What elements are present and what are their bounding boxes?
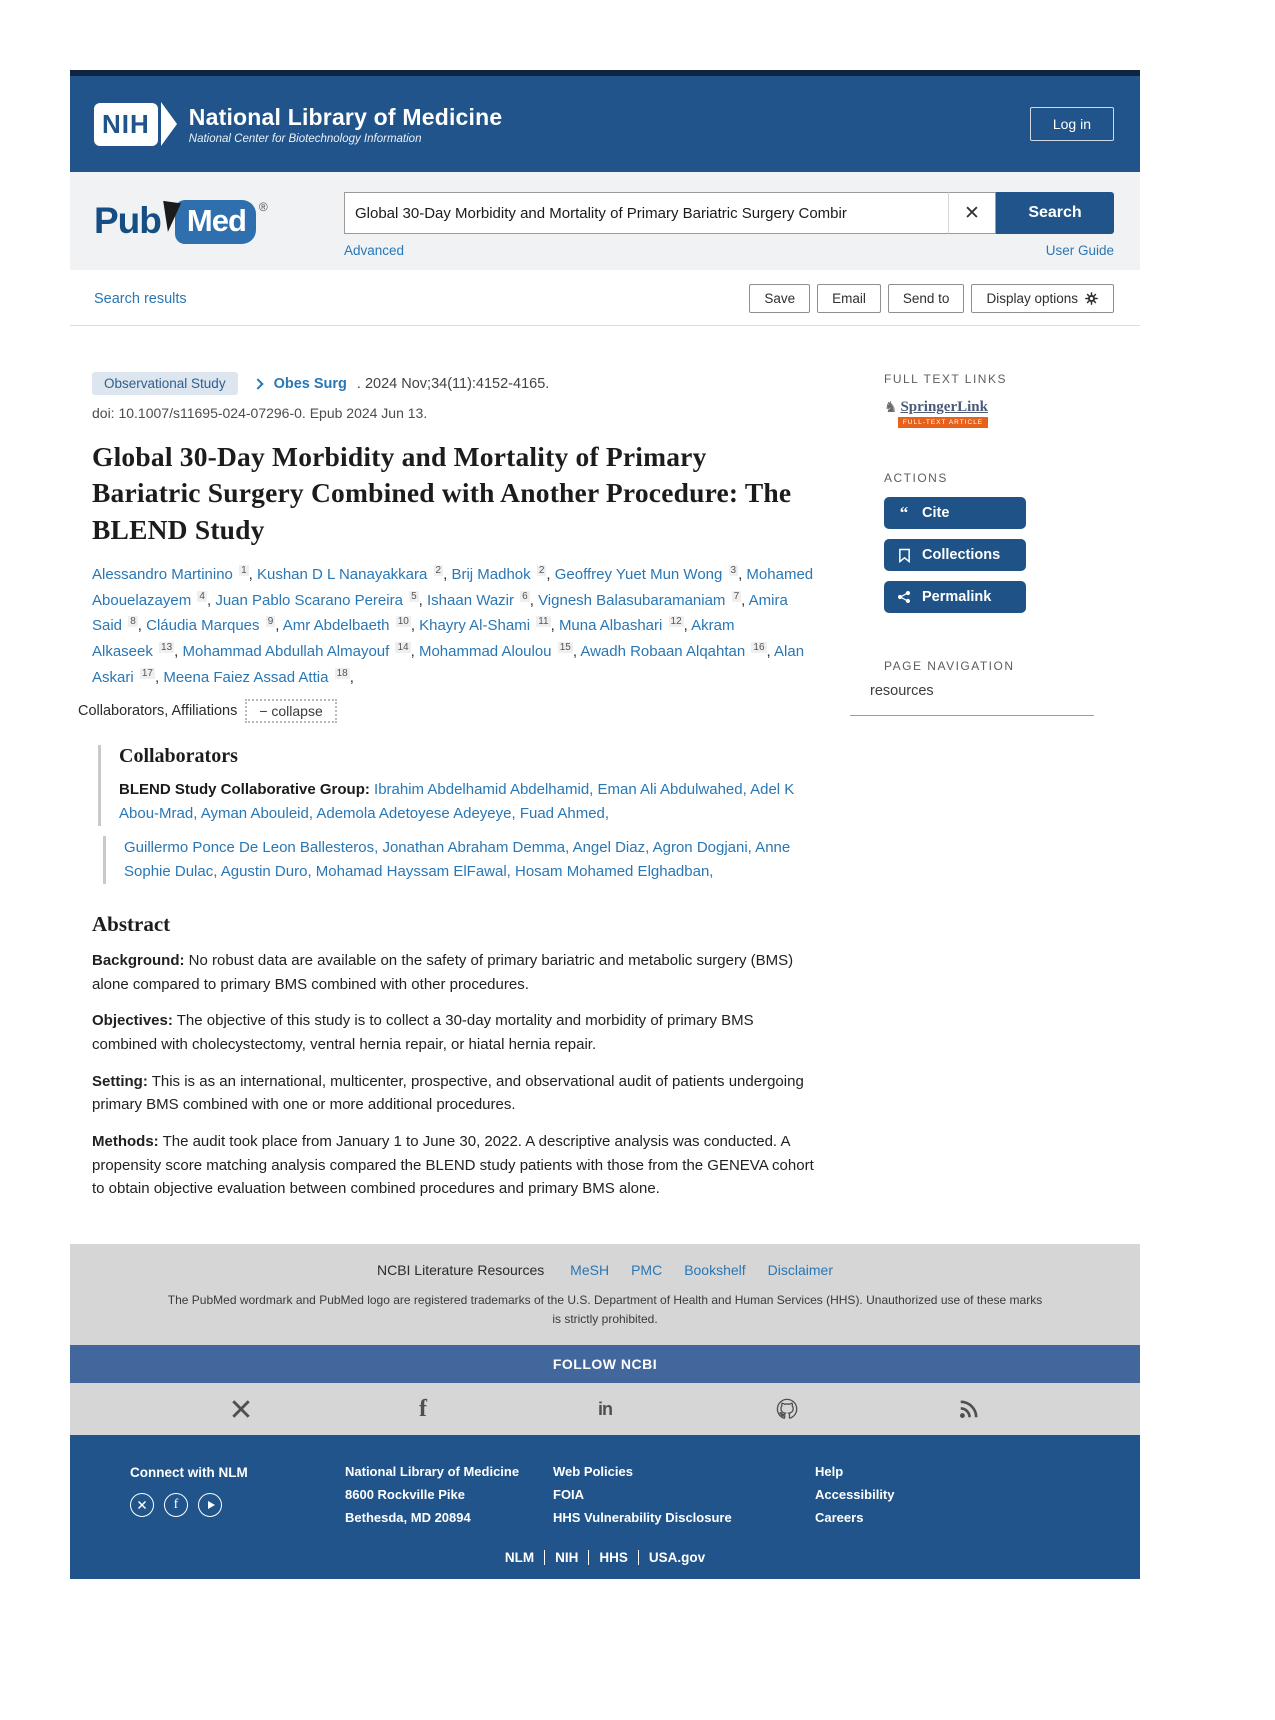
agency-link[interactable]: NLM <box>504 1549 535 1565</box>
abstract-paragraph-label: Methods: <box>92 1133 159 1150</box>
quote-icon: “ <box>899 503 909 523</box>
footer-link[interactable]: Web Policies <box>553 1464 633 1480</box>
search-section <box>70 172 1140 270</box>
meta-links-label[interactable]: Collaborators, Affiliations <box>78 702 238 719</box>
collab-group-separator: : <box>364 780 375 798</box>
affiliation-number: 9 <box>267 616 274 628</box>
author-link[interactable]: Muna Albashari <box>558 617 663 635</box>
springer-horse-icon: ♞ <box>884 399 898 416</box>
cite-button[interactable] <box>884 497 1026 529</box>
follow-ncbi-band: FOLLOW NCBI <box>70 1345 1140 1383</box>
authors-list: Alessandro Martinino $^1$ , Kushan D L Nanayakkara $^2$ , Brij Madhok $^2$ , Geoffrey Yuet Mun Wong $^3$ , Mohamed Abouelazayem $^4$ , Juan Pablo Scarano Pereira $^5$ , Ishaan Wazir $^6$ , Vignesh Balasubaramaniam $^7$ , Amira Said $^8$ , Cláudia Marques $^9$ , Amr Abdelbaeth $^{10}$ , Khayry Al-Shami $^{11}$ , Muna Albashari $^{12}$ , Akram Alkaseek $^{13}$ , Mohammad Abdullah Almayouf $^{14}$ , Mohammad Aloulou $^{15}$ , Awadh Robaan Alqahtan $^{16}$ , Alan Askari $^{17}$ , Meena Faiez Assad Attia $^{18}$ , <box>92 564 814 687</box>
literature-link[interactable]: PMC <box>631 1262 663 1279</box>
affiliation-number: 10 <box>397 616 409 628</box>
affiliation-number: 11 <box>538 616 549 628</box>
footer-agency-links <box>130 1550 1080 1565</box>
linkedin-icon[interactable]: in <box>598 1398 612 1419</box>
affiliation-number: 18 <box>336 668 348 680</box>
ncbi-subtitle: National Center for Biotechnology Information <box>188 132 422 145</box>
pubmed-logo[interactable] <box>94 200 344 244</box>
rss-icon[interactable] <box>956 1396 982 1422</box>
footer-dark-band <box>70 1435 1140 1578</box>
footer-link[interactable]: Accessibility <box>815 1487 895 1503</box>
abstract-heading: Abstract <box>92 911 171 936</box>
connect-with-nlm-label: Connect with NLM <box>130 1465 248 1481</box>
collapse-button[interactable]: − collapse <box>245 699 336 723</box>
abstract-paragraph-label: Setting: <box>92 1072 148 1090</box>
affiliation-number: 16 <box>753 642 765 654</box>
footer <box>70 1244 1140 1579</box>
collaborators-section <box>98 745 822 884</box>
affiliation-number: 13 <box>161 642 173 654</box>
resources-nav-item[interactable]: resources <box>870 683 934 699</box>
share-icon <box>896 590 912 604</box>
collaborators-heading: Collaborators <box>119 744 238 767</box>
permalink-button[interactable] <box>884 581 1026 613</box>
collaborator-names[interactable]: Guillermo Ponce De Leon Ballesteros, Jonathan Abraham Demma, Angel Diaz, Agron Dogjani, Anne Sophie Dulac, Agustin Duro, Mohamad Hayssam ElFawal, Hosam Mohamed Elghadban, <box>124 838 791 880</box>
affiliation-number: 8 <box>130 616 136 628</box>
article-title: Global 30-Day Morbidity and Mortality of Primary Bariatric Surgery Combined with Another Procedure: The BLEND Study <box>92 441 792 545</box>
agency-link[interactable]: NIH <box>555 1549 579 1565</box>
registered-mark: ® <box>258 200 268 214</box>
abstract-paragraph: Methods: The audit took place from January 1 to June 30, 2022. A descriptive analysis was conducted. A propensity score matching analysis compared the BLEND study patients with those from the GENEVA cohort to obtain objective evaluation between combined procedures and primary BMS alone. <box>92 1133 814 1198</box>
author-link[interactable]: Alessandro Martinino <box>92 565 233 583</box>
display-options-label: Display options <box>986 291 1078 306</box>
footer-help-column <box>815 1461 975 1529</box>
sidebar <box>870 372 1094 1214</box>
literature-resources-label: NCBI Literature Resources <box>376 1262 545 1279</box>
advanced-link[interactable]: Advanced <box>344 243 405 258</box>
author-link[interactable]: Juan Pablo Scarano Pereira <box>215 591 403 609</box>
affiliation-number: 4 <box>199 590 205 602</box>
author-link[interactable]: Awadh Robaan Alqahtan <box>580 643 746 661</box>
affiliation-number: 17 <box>141 668 153 680</box>
author-link[interactable]: Kushan D L Nanayakkara <box>256 565 428 583</box>
actions-label: ACTIONS <box>884 471 948 485</box>
nlm-title: National Library of Medicine <box>188 103 503 130</box>
user-guide-link[interactable]: User Guide <box>1045 243 1114 258</box>
footer-link[interactable]: HHS Vulnerability Disclosure <box>553 1509 732 1525</box>
footer-link[interactable]: 8600 Rockville Pike <box>345 1487 465 1503</box>
full-text-links-label: FULL TEXT LINKS <box>884 372 1007 386</box>
cite-label: Cite <box>922 505 950 521</box>
clear-search-button[interactable]: ✕ <box>948 192 996 234</box>
author-link[interactable]: Mohammad Abdullah Almayouf <box>182 643 390 661</box>
github-icon[interactable] <box>774 1396 800 1422</box>
affiliation-number: 2 <box>435 564 442 576</box>
nih-header <box>70 76 1140 172</box>
author-link[interactable]: Brij Madhok <box>451 565 531 583</box>
literature-link[interactable]: Bookshelf <box>684 1262 746 1279</box>
collab-group-label: BLEND Study Collaborative Group <box>119 780 365 798</box>
abstract-paragraph-label: Background: <box>92 951 185 969</box>
footer-nlm-column <box>345 1461 553 1529</box>
page-navigation <box>850 659 1094 716</box>
facebook-icon[interactable]: f <box>164 1493 188 1517</box>
nlm-logo[interactable] <box>94 102 502 146</box>
gear-icon <box>1084 291 1099 306</box>
save-button[interactable]: Save <box>749 284 810 313</box>
footer-link[interactable]: Careers <box>815 1509 864 1525</box>
author-link[interactable]: Khayry Al-Shami <box>419 617 531 635</box>
permalink-label: Permalink <box>922 589 992 605</box>
author-link[interactable]: Geoffrey Yuet Mun Wong <box>554 565 723 583</box>
author-link[interactable]: Mohammad Aloulou <box>418 643 552 661</box>
abstract-paragraph: Setting: This is as an international, multicenter, prospective, and observational audit of patients undergoing primary BMS combined with one or more additional procedures. <box>92 1072 804 1114</box>
citation-text: . 2024 Nov;34(11):4152-4165. <box>356 375 550 392</box>
affiliation-number: 1 <box>241 564 247 576</box>
results-toolbar <box>70 270 1140 326</box>
nih-logo-icon <box>94 102 177 146</box>
affiliation-number: 7 <box>733 590 740 602</box>
article <box>78 372 822 1214</box>
display-options-button[interactable] <box>971 284 1114 313</box>
footer-link[interactable]: FOIA <box>553 1487 585 1503</box>
pubmed-page <box>70 70 1140 1579</box>
affiliation-number: 15 <box>559 642 571 654</box>
author-link[interactable]: Vignesh Balasubaramaniam <box>538 591 726 609</box>
x-icon[interactable] <box>130 1493 154 1517</box>
email-button[interactable]: Email <box>817 284 881 313</box>
author-link[interactable]: Amira Said <box>92 591 788 635</box>
author-link[interactable]: Alan Askari <box>92 643 805 687</box>
springerlink-button[interactable] <box>884 398 988 428</box>
literature-resources-band <box>70 1244 1140 1345</box>
author-link[interactable]: Ishaan Wazir <box>427 591 514 609</box>
author-link[interactable]: Amr Abdelbaeth <box>282 617 390 635</box>
author-link[interactable]: Mohamed Abouelazayem <box>92 565 814 609</box>
nih-logo-chevron <box>161 102 177 146</box>
social-icons-band <box>70 1383 1140 1435</box>
collections-label: Collections <box>922 547 1001 563</box>
affiliation-number: 14 <box>397 642 409 654</box>
pubmed-logo-med: Med <box>175 200 256 244</box>
login-button[interactable]: Log in <box>1030 107 1114 141</box>
footer-policies-column <box>553 1461 815 1529</box>
search-button[interactable]: Search <box>996 192 1114 234</box>
affiliation-number: 3 <box>730 564 737 576</box>
x-icon[interactable] <box>228 1396 254 1422</box>
search-input[interactable] <box>344 192 948 234</box>
collections-button[interactable] <box>884 539 1026 571</box>
affiliation-number: 5 <box>411 590 417 602</box>
affiliation-number: 12 <box>670 616 682 628</box>
collaborator-names[interactable]: Ibrahim Abdelhamid Abdelhamid, Eman Ali Abdulwahed, Adel K Abou-Mrad, Ayman Abouleid, Ademola Adetoyese Adeyeye, Fuad Ahmed, <box>119 780 795 822</box>
springer-banner: FULL-TEXT ARTICLE <box>898 417 988 428</box>
youtube-icon[interactable] <box>198 1493 222 1517</box>
pubmed-logo-pub: Pub <box>94 200 161 241</box>
literature-link[interactable]: MeSH <box>570 1262 610 1279</box>
page-navigation-label: PAGE NAVIGATION <box>884 659 1015 673</box>
facebook-icon[interactable]: f <box>419 1395 427 1422</box>
abstract-paragraph: Background: No robust data are available on the safety of primary bariatric and metabolic surgery (BMS) alone compared to primary BMS combined with other procedures. <box>92 951 794 993</box>
affiliation-number: 2 <box>538 564 545 576</box>
springer-title: SpringerLink <box>900 398 988 415</box>
footer-link[interactable]: Bethesda, MD 20894 <box>345 1509 471 1525</box>
trademark-text: The PubMed wordmark and PubMed logo are registered trademarks of the U.S. Department of Health and Human Services (HHS). Unauthorized use of these marks is strictly prohibited. <box>167 1293 1043 1327</box>
journal-link[interactable]: Obes Surg <box>273 375 347 392</box>
agency-link[interactable]: USA.gov <box>648 1549 706 1565</box>
abstract-paragraph-label: Objectives: <box>92 1012 173 1030</box>
author-link[interactable]: Cláudia Marques <box>146 617 260 635</box>
footer-link[interactable]: National Library of Medicine <box>345 1464 520 1480</box>
footer-link[interactable]: Help <box>815 1464 844 1480</box>
doi-line: doi: 10.1007/s11695-024-07296-0. Epub 2024 Jun 13. <box>92 405 428 421</box>
agency-link[interactable]: HHS <box>599 1549 628 1565</box>
abstract-section <box>92 912 822 1201</box>
journal-chevron-icon <box>252 378 263 389</box>
search-results-link[interactable]: Search results <box>94 290 187 307</box>
nih-logo-text: NIH <box>94 103 158 146</box>
abstract-paragraph: Objectives: The objective of this study is to collect a 30-day mortality and morbidity of primary BMS combined with cholecystectomy, ventral hernia repair, or hiatal hernia repair. <box>92 1012 754 1053</box>
literature-link[interactable]: Disclaimer <box>767 1262 834 1279</box>
author-link[interactable]: Akram Alkaseek <box>92 617 735 661</box>
publication-type-badge[interactable]: Observational Study <box>92 372 238 395</box>
send-to-button[interactable]: Send to <box>888 284 965 313</box>
bookmark-icon <box>896 548 912 563</box>
affiliation-number: 6 <box>522 590 528 602</box>
author-link[interactable]: Meena Faiez Assad Attia <box>163 669 329 687</box>
